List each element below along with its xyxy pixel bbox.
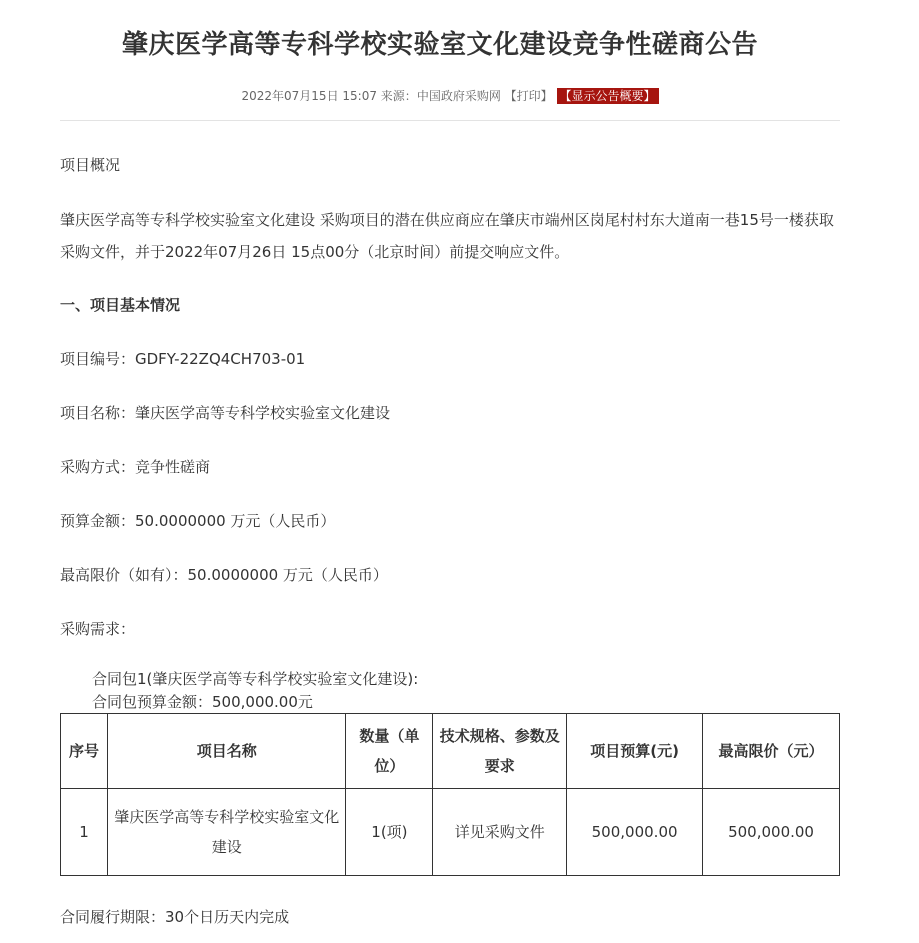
demand-label: 采购需求：	[60, 620, 136, 638]
project-number: 项目编号：GDFY-22ZQ4CH703-01	[60, 350, 306, 368]
print-link[interactable]: 【打印】	[504, 89, 553, 103]
requirements-table	[60, 713, 840, 876]
header-budget: 项目预算(元)	[567, 714, 703, 789]
header-max: 最高限价（元）	[703, 714, 840, 789]
header-qty: 数量（单位）	[346, 714, 433, 789]
source-name: 中国政府采购网	[416, 89, 501, 103]
section-heading: 一、项目基本情况	[60, 296, 181, 314]
budget-amount: 预算金额：50.0000000 万元（人民币）	[60, 512, 336, 530]
table-row	[61, 789, 840, 876]
article-meta	[0, 87, 900, 104]
cell-budget: 500,000.00	[567, 789, 703, 876]
package-line: 合同包1(肇庆医学高等专科学校实验室文化建设):	[92, 670, 419, 688]
procurement-method: 采购方式：竞争性磋商	[60, 458, 211, 476]
header-no: 序号	[61, 714, 108, 789]
show-summary-button[interactable]: 【显示公告概要】	[557, 88, 659, 104]
package-budget: 合同包预算金额：500,000.00元	[92, 693, 313, 711]
overview-heading: 项目概况	[60, 156, 121, 174]
cell-max: 500,000.00	[703, 789, 840, 876]
project-name: 项目名称：肇庆医学高等专科学校实验室文化建设	[60, 404, 391, 422]
max-price: 最高限价（如有）：50.0000000 万元（人民币）	[60, 566, 388, 584]
source-label: 来源：	[380, 89, 417, 103]
table-header-row	[61, 714, 840, 789]
title-divider	[60, 120, 840, 121]
header-spec: 技术规格、参数及要求	[433, 714, 567, 789]
publish-datetime: 2022年07月15日 15:07	[241, 89, 377, 103]
intro-paragraph: 肇庆医学高等专科学校实验室文化建设 采购项目的潜在供应商应在肇庆市端州区岗尾村村东大道南一巷15号一楼获取采购文件，并于2022年07月26日 15点00分（北京时间）前提交响应文件。	[60, 211, 834, 261]
header-name: 项目名称	[107, 714, 346, 789]
cell-spec: 详见采购文件	[433, 789, 567, 876]
page-title: 肇庆医学高等专科学校实验室文化建设竞争性磋商公告	[121, 30, 758, 60]
cell-name: 肇庆医学高等专科学校实验室文化建设	[107, 789, 346, 876]
cell-qty: 1(项)	[346, 789, 433, 876]
cell-no: 1	[61, 789, 108, 876]
contract-term: 合同履行期限：30个日历天内完成	[60, 908, 290, 926]
